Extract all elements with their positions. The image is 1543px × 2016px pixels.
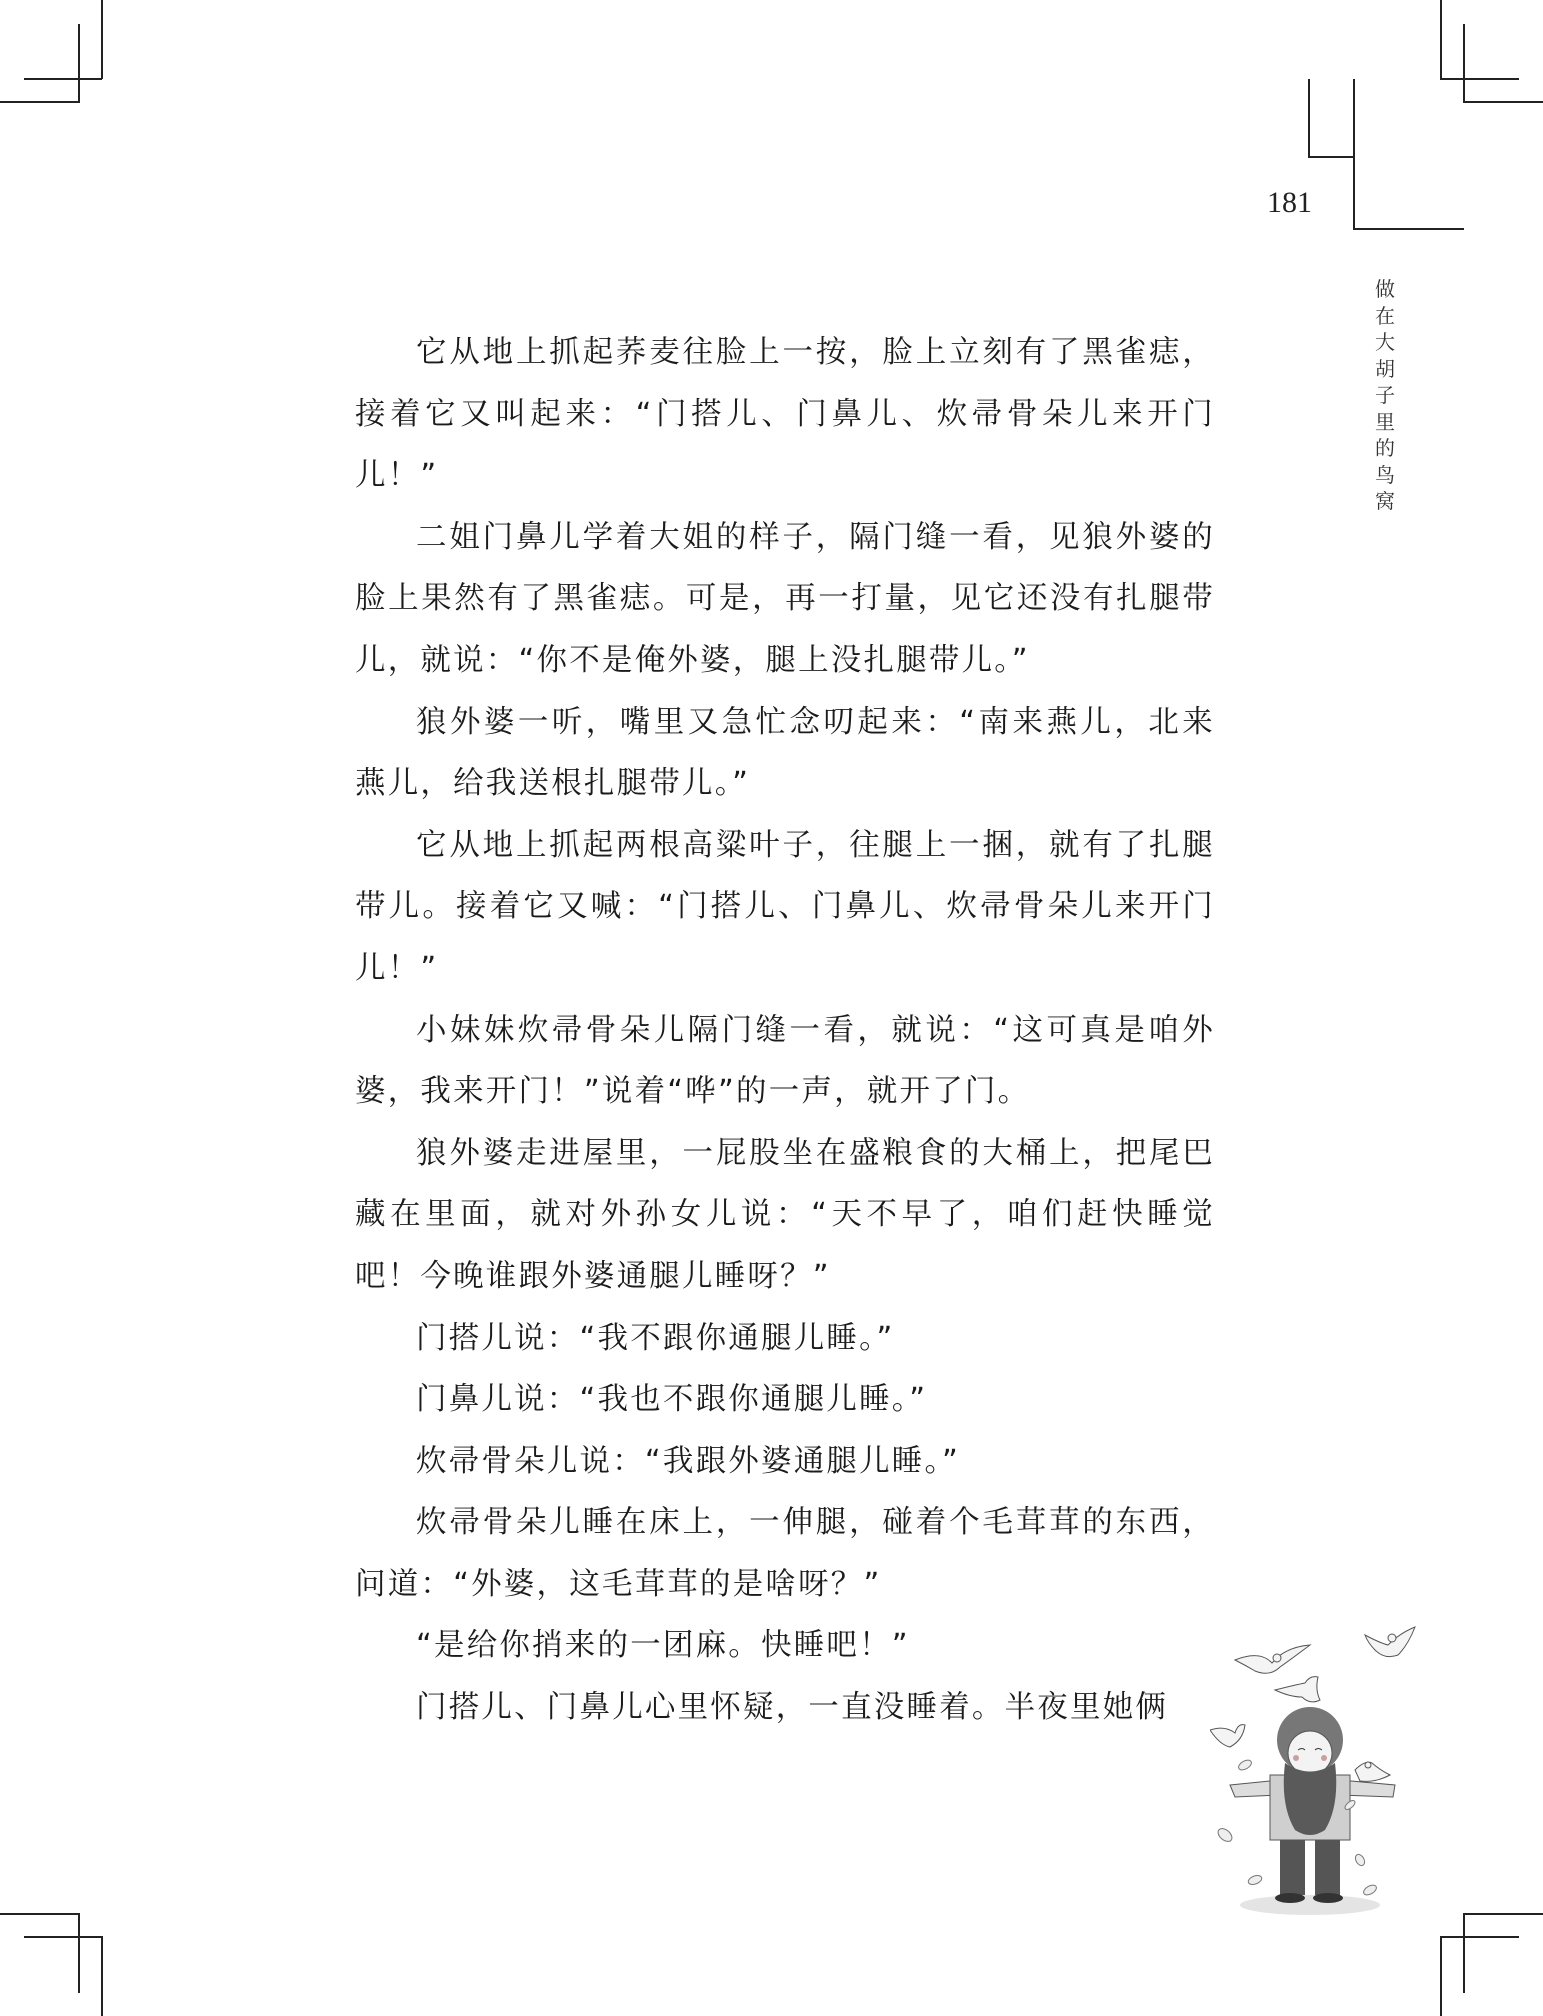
crop-mark bbox=[0, 101, 80, 103]
crop-mark bbox=[1440, 78, 1519, 80]
header-mark bbox=[1308, 79, 1310, 158]
paragraph: 门搭儿、门鼻儿心里怀疑，一直没睡着。半夜里她俩 bbox=[416, 1690, 1169, 1726]
paragraph: 炊帚骨朵儿说：“我跟外婆通腿儿睡。” bbox=[416, 1443, 960, 1479]
crop-mark bbox=[1463, 1913, 1465, 1993]
crop-mark bbox=[1440, 1936, 1519, 1938]
paragraph: 狼外婆一听，嘴里又急忙念叨起来：“南来燕儿，北来燕儿，给我送根扎腿带儿。” bbox=[355, 704, 1215, 802]
page-number: 181 bbox=[1267, 186, 1312, 219]
paragraph: 二姐门鼻儿学着大姐的样子，隔门缝一看，见狼外婆的脸上果然有了黑雀痣。可是，再一打量，见它还没有扎腿带儿，就说：“你不是俺外婆，腿上没扎腿带儿。” bbox=[355, 519, 1215, 678]
crop-mark bbox=[1440, 0, 1442, 79]
running-title: 做在大胡子里的鸟窝 bbox=[1375, 277, 1395, 513]
paragraph: 炊帚骨朵儿睡在床上，一伸腿，碰着个毛茸茸的东西，问道：“外婆，这毛茸茸的是啥呀？” bbox=[355, 1505, 1215, 1602]
crop-mark bbox=[1440, 1936, 1442, 2016]
header-mark bbox=[1353, 228, 1464, 230]
paragraph: 门鼻儿说：“我也不跟你通腿儿睡。” bbox=[416, 1382, 928, 1418]
crop-mark bbox=[1463, 101, 1543, 103]
bird-icon bbox=[1275, 1677, 1320, 1702]
header-mark bbox=[1353, 79, 1355, 229]
bird-icon bbox=[1365, 1627, 1415, 1657]
crop-mark bbox=[24, 78, 102, 80]
paragraph: 它从地上抓起两根高粱叶子，往腿上一捆，就有了扎腿带儿。接着它又喊：“门搭儿、门鼻儿、炊帚骨朵儿来开门儿！” bbox=[355, 827, 1215, 986]
paragraph: 它从地上抓起荞麦往脸上一按，脸上立刻有了黑雀痣，接着它又叫起来：“门搭儿、门鼻儿、炊帚骨朵儿来开门儿！” bbox=[355, 335, 1215, 494]
bird-icon bbox=[1235, 1645, 1310, 1673]
paragraph: “是给你捎来的一团麻。快睡吧！” bbox=[416, 1628, 910, 1664]
crop-mark bbox=[0, 1913, 80, 1915]
crop-mark bbox=[101, 1936, 103, 2016]
crop-mark bbox=[78, 24, 80, 103]
paragraph: 小妹妹炊帚骨朵儿隔门缝一看，就说：“这可真是咱外婆，我来开门！”说着“哗”的一声，就开了门。 bbox=[355, 1012, 1215, 1110]
paragraph: 门搭儿说：“我不跟你通腿儿睡。” bbox=[416, 1320, 895, 1356]
bird-icon bbox=[1355, 1762, 1390, 1781]
crop-mark bbox=[78, 1913, 80, 1993]
crop-mark bbox=[1463, 24, 1465, 103]
crop-mark bbox=[101, 0, 103, 79]
crop-mark bbox=[1463, 1913, 1543, 1915]
header-mark bbox=[1308, 156, 1354, 158]
body-text bbox=[355, 322, 1215, 1739]
crop-mark bbox=[24, 1936, 102, 1938]
bearded-man-illustration bbox=[1210, 1605, 1430, 1925]
paragraph: 狼外婆走进屋里，一屁股坐在盛粮食的大桶上，把尾巴藏在里面，就对外孙女儿说：“天不早了，咱们赶快睡觉吧！今晚谁跟外婆通腿儿睡呀？” bbox=[355, 1135, 1215, 1294]
bird-icon bbox=[1210, 1725, 1245, 1747]
